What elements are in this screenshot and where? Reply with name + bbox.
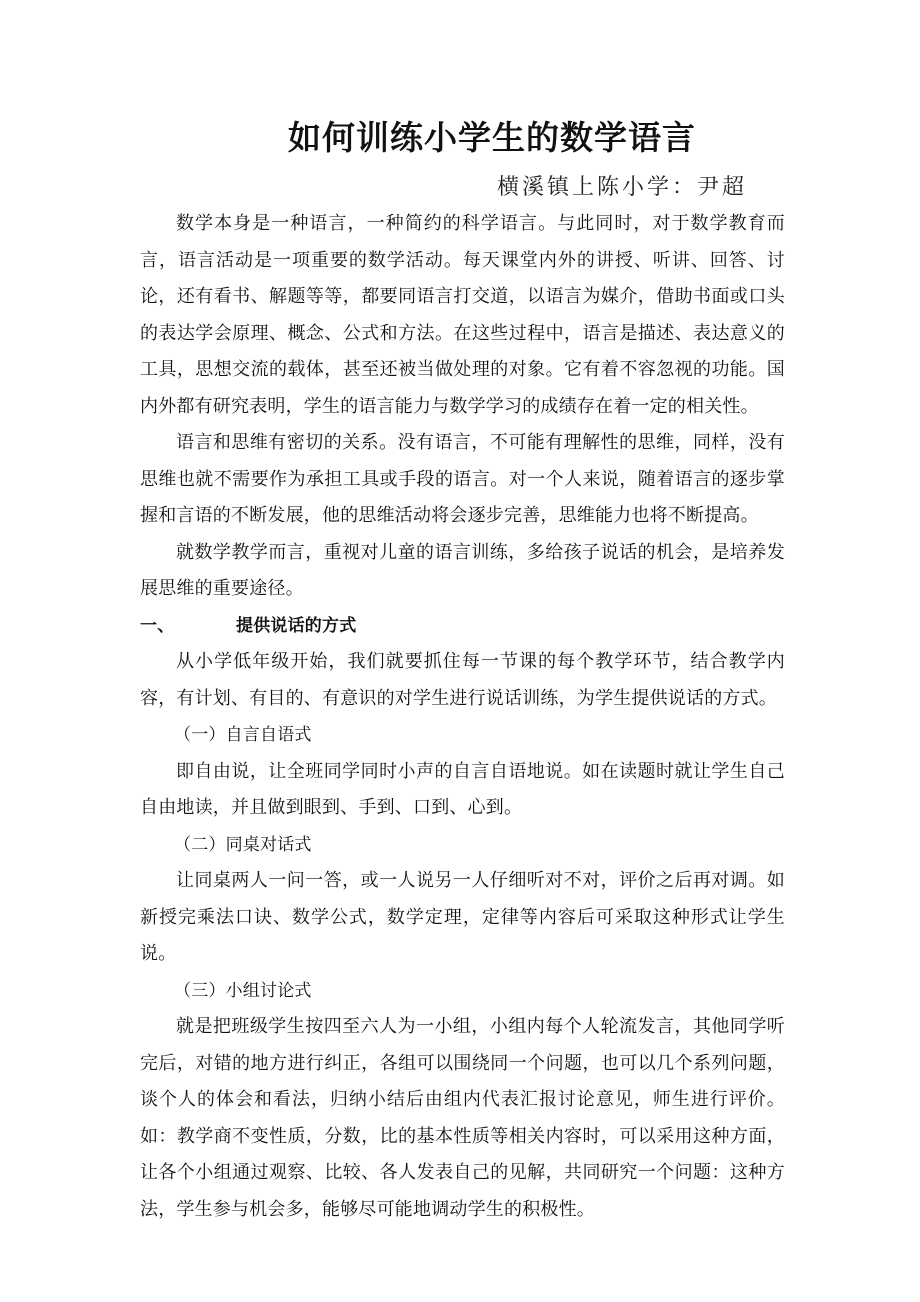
- intro-paragraph-2: 语言和思维有密切的关系。没有语言，不可能有理解性的思维，同样，没有思维也就不需要作为承担工具或手段的语言。对一个人来说，随着语言的逐步掌握和言语的不断发展，他的思维活动将会逐步完善，思维能力也将不断提高。: [140, 432, 785, 526]
- intro-paragraph-1: 数学本身是一种语言，一种简约的科学语言。与此同时，对于数学教育而言，语言活动是一项重要的数学活动。每天课堂内外的讲授、听讲、回答、讨论，还有看书、解题等等，都要同语言打交道，以语言为媒介，借助书面或口头的表达学会原理、概念、公式和方法。在这些过程中，语言是描述、表达意义的工具，思想交流的载体，甚至还被当做处理的对象。它有着不容忽视的功能。国内外都有研究表明，学生的语言能力与数学学习的成绩存在着一定的相关性。: [140, 213, 785, 417]
- section-intro-paragraph: 从小学低年级开始，我们就要抓住每一节课的每个教学环节，结合教学内容，有计划、有目的、有意识的对学生进行说话训练，为学生提供说话的方式。: [140, 651, 785, 709]
- section-heading: [140, 608, 785, 645]
- section-number: 一、: [140, 615, 175, 636]
- document-title: 如何训练小学生的数学语言: [288, 118, 696, 157]
- author-line: 横溪镇上陈小学：尹超: [497, 175, 748, 200]
- document-body: [140, 206, 785, 1228]
- subsection-paragraph-2: 让同桌两人一问一答，或一人说另一人仔细听对不对，评价之后再对调。如新授完乘法口诀、数学公式，数学定理，定律等内容后可采取这种形式让学生说。: [140, 870, 785, 964]
- subsection-paragraph-3: 就是把班级学生按四至六人为一小组，小组内每个人轮流发言，其他同学听完后，对错的地方进行纠正，各组可以围绕同一个问题，也可以几个系列问题，谈个人的体会和看法，归纳小结后由组内代表汇报讨论意见，师生进行评价。如：教学商不变性质，分数，比的基本性质等相关内容时，可以采用这种方面，让各个小组通过观察、比较、各人发表自己的见解，共同研究一个问题：这种方法，学生参与机会多，能够尽可能地调动学生的积极性。: [140, 1016, 785, 1220]
- subsection-paragraph-1: 即自由说，让全班同学同时小声的自言自语地说。如在读题时就让学生自己自由地读，并且做到眼到、手到、口到、心到。: [140, 760, 785, 818]
- subsection-label-3: （三）小组讨论式: [174, 980, 312, 1001]
- subsection-label-1: （一）自言自语式: [174, 725, 312, 745]
- subsection-label-2: （二）同桌对话式: [174, 834, 312, 855]
- intro-paragraph-3: 就数学教学而言，重视对儿童的语言训练，多给孩子说话的机会，是培养发展思维的重要途径。: [140, 541, 785, 599]
- section-heading-text: 提供说话的方式: [236, 615, 357, 636]
